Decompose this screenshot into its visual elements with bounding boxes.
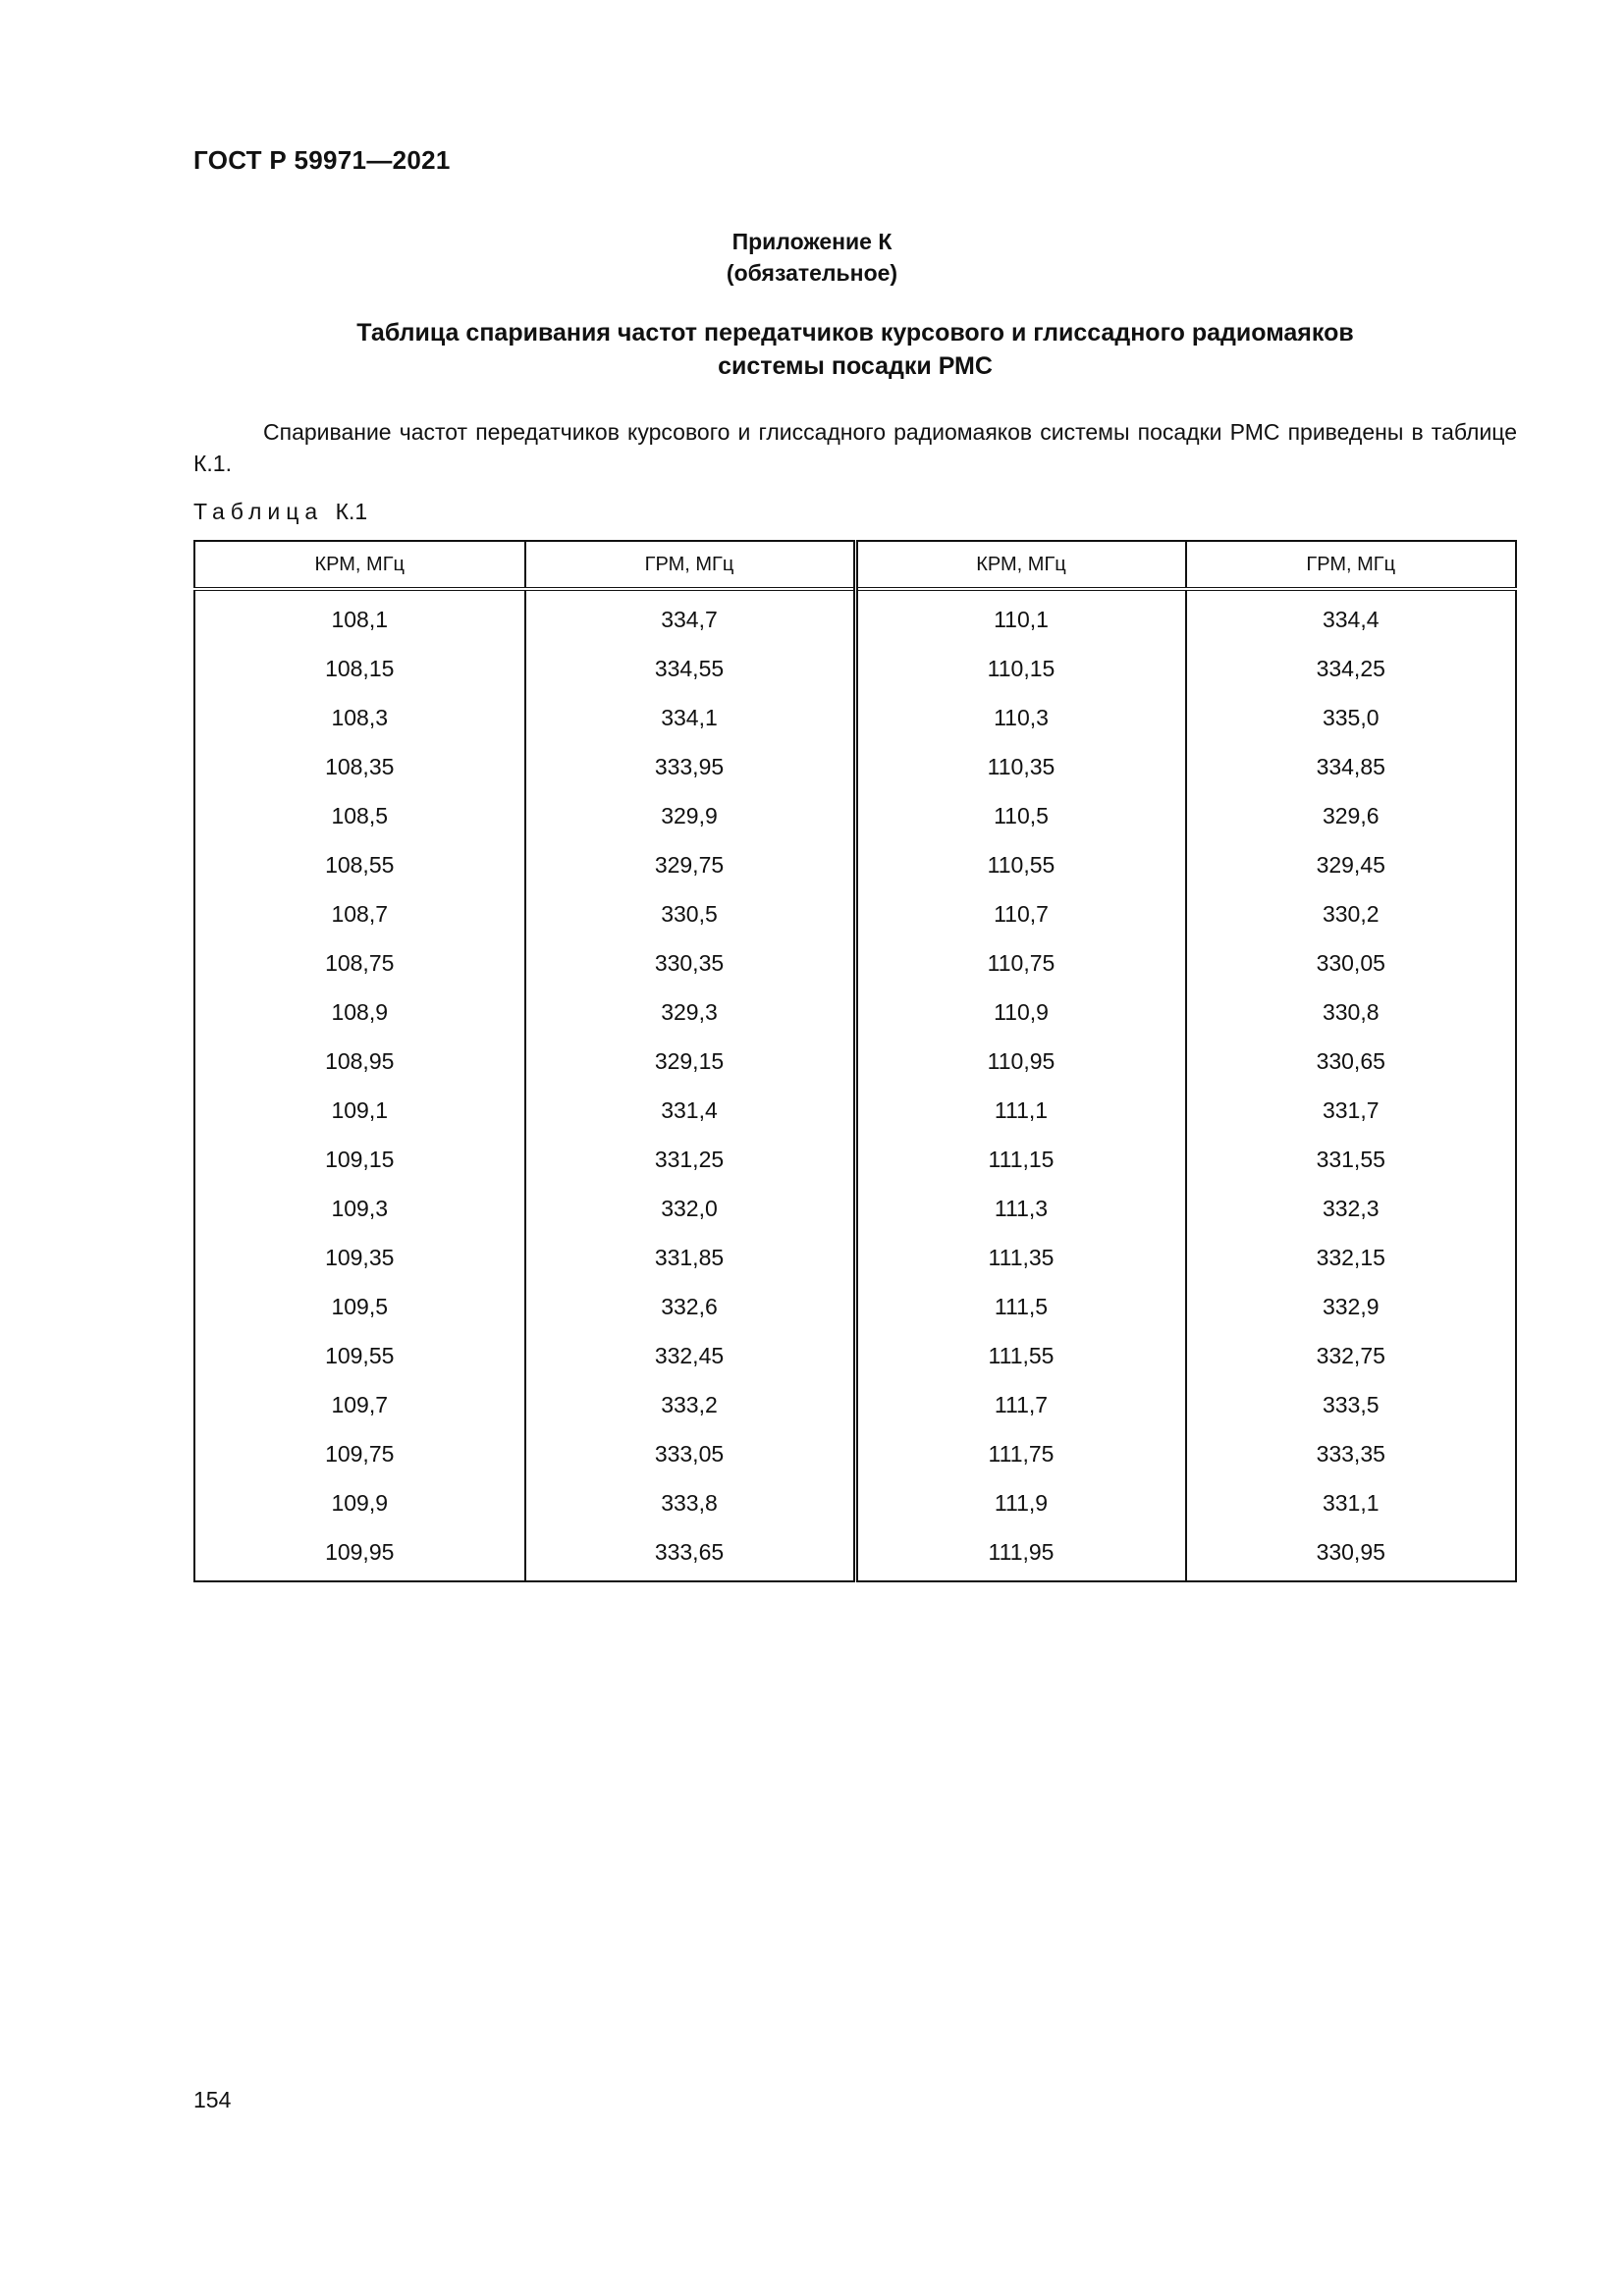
cell-grm-1: 332,0: [525, 1184, 856, 1233]
appendix-title: [193, 316, 1517, 383]
table-row: [194, 693, 1516, 742]
cell-grm-2: 333,35: [1316, 1440, 1385, 1467]
title-line-1: Таблица спаривания частот передатчиков курсового и глиссадного радиомаяков: [356, 319, 1354, 347]
cell-krm-1: 109,15: [194, 1135, 525, 1184]
cell-krm-2: 111,9: [855, 1478, 1186, 1527]
table-row: [194, 1429, 1516, 1478]
cell-krm-1: 109,55: [194, 1331, 525, 1380]
cell-grm-1: 330,35: [525, 938, 856, 988]
header-grm-2: ГРМ, МГц: [1186, 541, 1517, 589]
cell-krm-2: 110,9: [855, 988, 1186, 1037]
cell-grm-2: 330,95: [1316, 1538, 1385, 1565]
cell-krm-2: 111,35: [855, 1233, 1186, 1282]
cell-krm-1: 108,95: [194, 1037, 525, 1086]
cell-krm-2: 110,5: [855, 791, 1186, 840]
table-row: [194, 1037, 1516, 1086]
cell-krm-1: 109,7: [194, 1380, 525, 1429]
table-row: [194, 840, 1516, 889]
table-body: [194, 589, 1516, 1581]
cell-krm-1: 109,95: [194, 1527, 525, 1581]
cell-grm-1: 332,45: [525, 1331, 856, 1380]
cell-krm-2: 110,35: [855, 742, 1186, 791]
page-number: 154: [193, 2087, 232, 2112]
cell-krm-2: 110,15: [855, 644, 1186, 693]
cell-krm-2: 110,1: [855, 589, 1186, 644]
intro-paragraph: Спаривание частот передатчиков курсового и глиссадного радиомаяков системы посадки РМС приведены в таблице К.1.: [193, 419, 1517, 476]
cell-krm-1: 109,3: [194, 1184, 525, 1233]
cell-grm-2: 330,2: [1322, 900, 1380, 927]
header-krm-2: КРМ, МГц: [855, 541, 1186, 589]
table-row: [194, 889, 1516, 938]
cell-krm-2: 111,55: [855, 1331, 1186, 1380]
header-krm-1: КРМ, МГц: [194, 541, 525, 589]
appendix-status: (обязательное): [726, 260, 898, 286]
table-row: [194, 1135, 1516, 1184]
cell-krm-2: 111,15: [855, 1135, 1186, 1184]
cell-grm-2: 332,75: [1316, 1342, 1385, 1368]
cell-grm-1: 333,2: [525, 1380, 856, 1429]
cell-krm-1: 108,3: [194, 693, 525, 742]
table-caption-word: Таблица: [193, 499, 324, 524]
header-grm-1: ГРМ, МГц: [525, 541, 856, 589]
table-row: [194, 742, 1516, 791]
table-row: [194, 1331, 1516, 1380]
table-row: [194, 1380, 1516, 1429]
cell-krm-2: 110,3: [855, 693, 1186, 742]
cell-krm-2: 111,3: [855, 1184, 1186, 1233]
cell-krm-2: 110,55: [855, 840, 1186, 889]
cell-krm-1: 109,1: [194, 1086, 525, 1135]
cell-krm-2: 110,95: [855, 1037, 1186, 1086]
cell-grm-2: 334,25: [1316, 655, 1385, 681]
cell-grm-2: 332,15: [1316, 1244, 1385, 1270]
appendix-label: Приложение К: [731, 229, 893, 254]
cell-krm-1: 108,15: [194, 644, 525, 693]
table-header-row: [194, 541, 1516, 589]
cell-grm-1: 331,85: [525, 1233, 856, 1282]
title-line-2: системы посадки РМС: [718, 352, 993, 380]
table-row: [194, 1527, 1516, 1581]
table-row: [194, 1233, 1516, 1282]
cell-grm-1: 331,4: [525, 1086, 856, 1135]
cell-krm-1: 108,1: [194, 589, 525, 644]
cell-grm-2: 332,9: [1322, 1293, 1380, 1319]
cell-krm-2: 111,75: [855, 1429, 1186, 1478]
cell-grm-1: 329,75: [525, 840, 856, 889]
table-row: [194, 589, 1516, 644]
cell-grm-2: 329,6: [1322, 802, 1380, 828]
cell-grm-1: 333,8: [525, 1478, 856, 1527]
table-row: [194, 1086, 1516, 1135]
cell-krm-2: 110,75: [855, 938, 1186, 988]
cell-krm-1: 108,35: [194, 742, 525, 791]
cell-krm-1: 109,5: [194, 1282, 525, 1331]
cell-grm-2: 329,45: [1316, 851, 1385, 878]
table-row: [194, 644, 1516, 693]
cell-krm-1: 109,75: [194, 1429, 525, 1478]
cell-grm-2: 333,5: [1322, 1391, 1380, 1417]
cell-krm-2: 110,7: [855, 889, 1186, 938]
cell-grm-1: 329,3: [525, 988, 856, 1037]
cell-krm-2: 111,7: [855, 1380, 1186, 1429]
cell-grm-2: 331,7: [1322, 1096, 1380, 1123]
frequency-pairing-table: [193, 540, 1517, 1582]
cell-krm-1: 109,35: [194, 1233, 525, 1282]
document-code: ГОСТ Р 59971—2021: [193, 145, 451, 175]
cell-grm-1: 331,25: [525, 1135, 856, 1184]
cell-grm-2: 331,55: [1316, 1146, 1385, 1172]
cell-grm-2: 331,1: [1322, 1489, 1380, 1516]
cell-grm-1: 334,7: [525, 589, 856, 644]
cell-grm-2: 330,65: [1316, 1047, 1385, 1074]
cell-krm-1: 108,9: [194, 988, 525, 1037]
cell-grm-2: 335,0: [1322, 704, 1380, 730]
cell-grm-1: 329,15: [525, 1037, 856, 1086]
cell-krm-1: 109,9: [194, 1478, 525, 1527]
table-row: [194, 791, 1516, 840]
cell-grm-1: 333,95: [525, 742, 856, 791]
cell-krm-2: 111,1: [855, 1086, 1186, 1135]
cell-grm-2: 330,8: [1322, 998, 1380, 1025]
cell-grm-1: 334,1: [525, 693, 856, 742]
cell-krm-1: 108,7: [194, 889, 525, 938]
cell-grm-1: 333,05: [525, 1429, 856, 1478]
table-row: [194, 1282, 1516, 1331]
cell-grm-2: 334,4: [1322, 606, 1380, 632]
cell-krm-2: 111,95: [855, 1527, 1186, 1581]
table-row: [194, 1184, 1516, 1233]
appendix-heading: [0, 226, 1624, 289]
table-row: [194, 1478, 1516, 1527]
table-caption-number: К.1: [335, 499, 368, 524]
cell-grm-2: 330,05: [1316, 949, 1385, 976]
cell-grm-1: 329,9: [525, 791, 856, 840]
cell-grm-1: 334,55: [525, 644, 856, 693]
cell-grm-1: 333,65: [525, 1527, 856, 1581]
cell-krm-1: 108,75: [194, 938, 525, 988]
cell-krm-1: 108,55: [194, 840, 525, 889]
cell-grm-2: 332,3: [1322, 1195, 1380, 1221]
cell-grm-2: 334,85: [1316, 753, 1385, 779]
cell-krm-2: 111,5: [855, 1282, 1186, 1331]
table-caption: [193, 499, 367, 525]
table-row: [194, 988, 1516, 1037]
cell-grm-1: 330,5: [525, 889, 856, 938]
cell-grm-1: 332,6: [525, 1282, 856, 1331]
cell-krm-1: 108,5: [194, 791, 525, 840]
table-row: [194, 938, 1516, 988]
